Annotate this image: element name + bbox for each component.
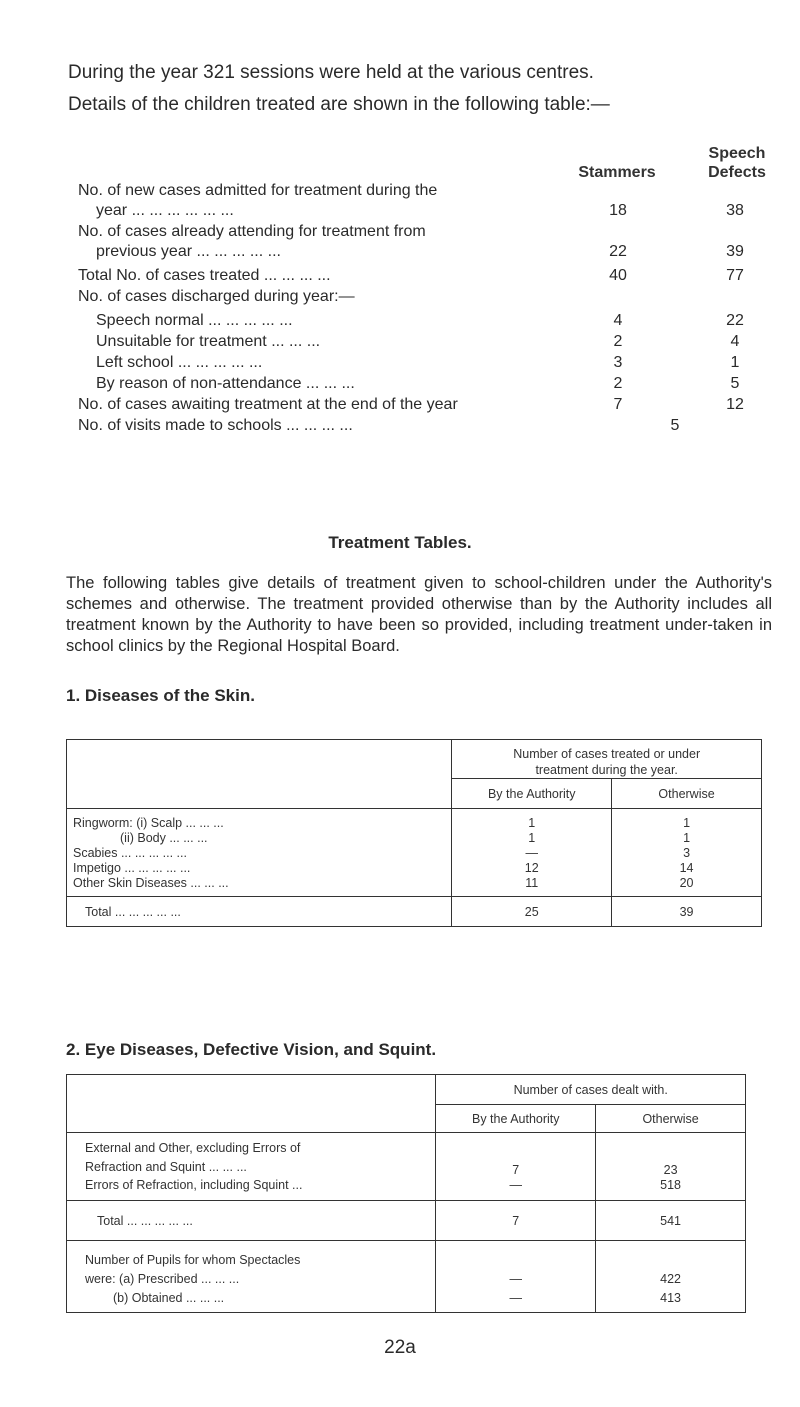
value-stammers: 2 (613, 333, 623, 350)
row-label: Unsuitable for treatment ... ... ... (96, 333, 321, 350)
row-label: Left school ... ... ... ... ... (96, 354, 263, 371)
eye-group-header: Number of cases dealt with. (436, 1075, 746, 1105)
skin-stub-header (67, 740, 452, 809)
value-stammers: 4 (613, 312, 623, 329)
skin-group-header: Number of cases treated or under treatment during the year. (452, 740, 762, 779)
row-label: No. of visits made to schools ... ... ... ... (78, 417, 353, 434)
row-label: Total No. of cases treated ... ... ... ... (78, 267, 331, 284)
eye-stub-header (67, 1075, 436, 1133)
table-row: Errors of Refraction, including Squint ... — 518 (67, 1177, 746, 1201)
value-stammers: 18 (609, 202, 627, 219)
visits-row (0, 417, 800, 439)
treatment-title: Treatment Tables. (328, 533, 472, 552)
intro-line-2: Details of the children treated are shown in the following table:— (68, 94, 610, 115)
value-speech-defects: 39 (726, 243, 744, 260)
speech-table (0, 182, 800, 412)
total-row: Total ... ... ... ... ... 25 39 (67, 897, 762, 927)
eye-table (66, 1074, 746, 1313)
value-speech-defects: 22 (726, 312, 744, 329)
row-label: No. of new cases admitted for treatment during the (78, 182, 438, 199)
row-label: No. of cases discharged during year:— (78, 288, 355, 305)
value-stammers: 7 (613, 396, 623, 413)
stammers-header: Stammers (578, 164, 656, 181)
eye-heading: 2. Eye Diseases, Defective Vision, and Squint. (66, 1040, 437, 1059)
skin-col-authority: By the Authority (452, 779, 612, 809)
row-label: No. of cases awaiting treatment at the end of the year (78, 396, 458, 413)
treatment-paragraph: The following tables give details of treatment given to school-children under the Authority's schemes and otherwise. The treatment provided otherwise than by the Authority includes all treatment known by the Authority to have been so provided, including treatment under-taken in school clinics by the Regional Hospital Board. (66, 574, 772, 655)
skin-table (66, 739, 762, 927)
value-speech-defects: 4 (730, 333, 740, 350)
value-stammers: 40 (609, 267, 627, 284)
table-row: Scabies ... ... ... ... ... — 3 (67, 845, 762, 860)
row-label: year ... ... ... ... ... ... (96, 202, 234, 219)
value-speech-defects: 12 (726, 396, 744, 413)
row-label: Speech normal ... ... ... ... ... (96, 312, 293, 329)
value-stammers: 22 (609, 243, 627, 260)
value-speech-defects: 38 (726, 202, 744, 219)
value-stammers: 2 (613, 375, 623, 392)
total-row: Total ... ... ... ... ... 7 541 (67, 1201, 746, 1241)
speech-defects-header: Speech Defects (708, 145, 766, 181)
eye-col-authority: By the Authority (436, 1105, 596, 1133)
row-label: previous year ... ... ... ... ... (96, 243, 281, 260)
page-number: 22a (384, 1337, 416, 1358)
table-row: Impetigo ... ... ... ... ... 12 14 (67, 860, 762, 875)
table-row: Ringworm: (i) Scalp ... ... ... 1 1 (67, 809, 762, 831)
table-row: (ii) Body ... ... ... 1 1 (67, 830, 762, 845)
value-speech-defects: 77 (726, 267, 744, 284)
value-visits: 5 (670, 417, 680, 434)
table-row: External and Other, excluding Errors of Refraction and Squint ... ... ... 7 23 (67, 1133, 746, 1178)
spectacles-rows: Number of Pupils for whom Spectacles were: (a) Prescribed ... ... ... (b) Obtained ... ... ... — — 422 413 (67, 1241, 746, 1313)
value-speech-defects: 5 (730, 375, 740, 392)
table-row: Other Skin Diseases ... ... ... 11 20 (67, 875, 762, 897)
value-stammers: 3 (613, 354, 623, 371)
skin-heading: 1. Diseases of the Skin. (66, 686, 255, 705)
intro-line-1: During the year 321 sessions were held at the various centres. (68, 62, 594, 83)
skin-col-otherwise: Otherwise (612, 779, 762, 809)
row-label: No. of cases already attending for treatment from (78, 223, 426, 240)
row-label: By reason of non-attendance ... ... ... (96, 375, 355, 392)
value-speech-defects: 1 (730, 354, 740, 371)
eye-col-otherwise: Otherwise (596, 1105, 746, 1133)
